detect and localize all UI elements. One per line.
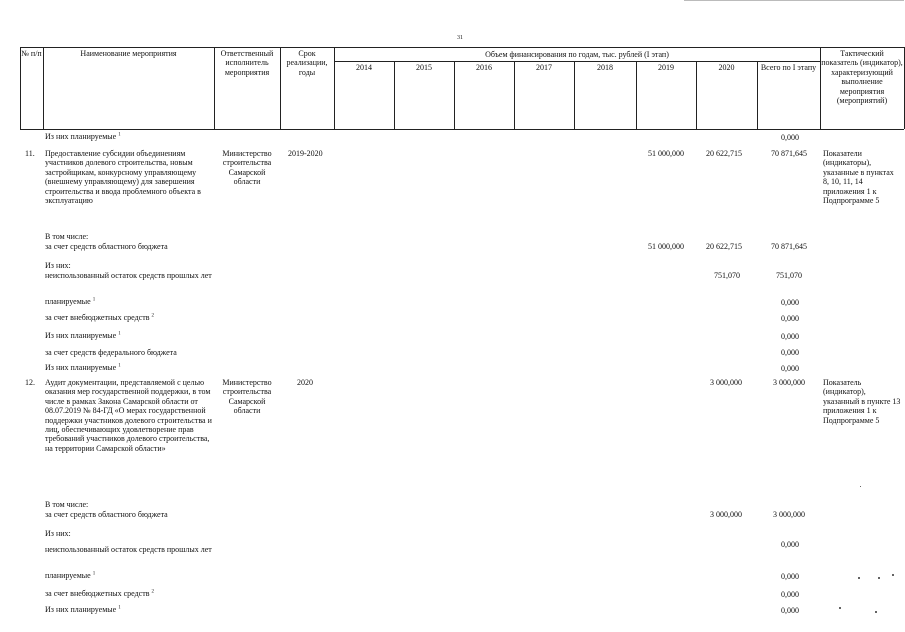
header-year-2020: 2020 [718,63,735,72]
item12-num: 12. [25,378,35,387]
item12-total: 3 000,000 [773,378,805,387]
item11-federal: за счет средств федерального бюджета [45,348,177,357]
item12-regional-total: 3 000,000 [773,510,805,519]
item11-extra-planned-total: 0,000 [781,332,799,341]
item12-unused: неиспользованный остаток средств прошлых лет [45,545,212,554]
item12-extra: за счет внебюджетных средств $^2$ [45,589,155,598]
item12-of-them: Из них: [45,529,71,538]
header-year-2019: 2019 [658,63,674,72]
item12-regional: за счет средств областного бюджета [45,510,168,519]
item12-extra-planned-total: 0,000 [781,606,799,615]
header-indicator: Тактический показатель (индикатор), характеризующий выполнение мероприятия (мероприятий) [821,49,903,106]
item11-of-them: Из них: [45,261,71,270]
item11-total: 70 871,645 [771,149,807,158]
item11-term: 2019-2020 [288,149,323,158]
header-year-2014: 2014 [356,63,372,72]
header-year-2015: 2015 [416,63,432,72]
page-number: 31 [457,35,463,41]
item12-planned: планируемые $^1$ [45,571,96,580]
item11-regional: за счет средств областного бюджета [45,242,168,251]
item11-unused-2020: 751,070 [714,271,740,280]
item11-extra-total: 0,000 [781,314,799,323]
header-term: Срок реализации, годы [286,49,328,77]
item11-extra-planned: Из них планируемые $^1$ [45,331,121,340]
item11-extra: за счет внебюджетных средств $^2$ [45,313,155,322]
item12-extra-total: 0,000 [781,590,799,599]
item11-incl: В том числе: [45,232,89,241]
item12-name: Аудит документации, представляемой с целью оказания мер государственной поддержки, в том числе в рамках Закона Самарской области от 08.07.2019 № 84-ГД «О мерах государственной поддержки участников долевого строительства и лиц, обеспечивающих удовлетворение прав требований участников долевого строительства, на территории Самарской области» [45,378,212,453]
header-name: Наименование мероприятия [80,49,177,58]
header-financing: Объем финансирования по годам, тыс. рублей (I этап) [485,50,669,59]
item11-regional-2019: 51 000,000 [648,242,684,251]
item11-num: 11. [25,149,35,158]
item11-2020: 20 622,715 [706,149,742,158]
item11-federal-planned-total: 0,000 [781,364,799,373]
item12-extra-planned: Из них планируемые $^1$ [45,605,121,614]
header-responsible: Ответственный исполнитель мероприятия [220,49,274,77]
header-year-2018: 2018 [597,63,613,72]
item11-regional-total: 70 871,645 [771,242,807,251]
item11-federal-planned: Из них планируемые $^1$ [45,363,121,372]
scan-edge-line [684,0,904,1]
item11-name: Предоставление субсидии объединениям участников долевого строительства, новым застройщикам, конкурсному управляющему (внешнему управляющему) для завершения строительства и ввода проблемного объекта в эксплуатацию [45,149,201,206]
item11-indicator: Показатели (индикаторы), указанные в пунктах 8, 10, 11, 14 приложения 1 к Подпрограмме 5 [823,149,894,206]
item12-responsible: Министерство строительства Самарской области [222,378,272,416]
item11-planned: планируемые $^1$ [45,297,96,306]
row-planned-label: Из них планируемые $^1$ [45,132,121,141]
item11-federal-total: 0,000 [781,348,799,357]
item12-2020: 3 000,000 [710,378,742,387]
item12-regional-2020: 3 000,000 [710,510,742,519]
item11-unused: неиспользованный остаток средств прошлых лет [45,271,212,280]
item11-planned-total: 0,000 [781,298,799,307]
item11-2019: 51 000,000 [648,149,684,158]
header-total: Всего по I этапу [760,63,817,72]
item11-regional-2020: 20 622,715 [706,242,742,251]
item12-incl: В том числе: [45,500,89,509]
item11-unused-total: 751,070 [776,271,802,280]
item12-planned-total: 0,000 [781,572,799,581]
item11-responsible: Министерство строительства Самарской области [222,149,272,187]
item12-unused-total: 0,000 [781,540,799,549]
item12-indicator: Показатель (индикатор), указанный в пункте 13 приложения 1 к Подпрограмме 5 [823,378,901,425]
header-year-2016: 2016 [476,63,492,72]
item12-term: 2020 [297,378,313,387]
header-year-2017: 2017 [536,63,552,72]
row-planned-total: 0,000 [781,133,799,142]
header-num: № п/п [21,49,42,58]
